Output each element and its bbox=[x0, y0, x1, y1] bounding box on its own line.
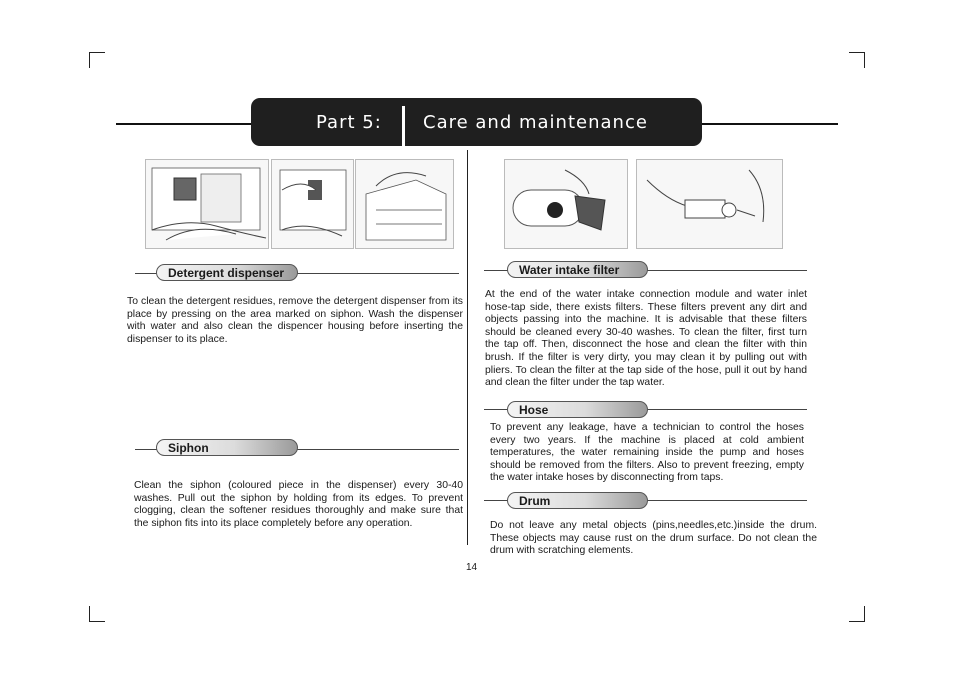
column-divider bbox=[467, 150, 468, 545]
illustration-dispenser-hand bbox=[145, 159, 269, 249]
section-heading-siphon: Siphon bbox=[156, 439, 298, 456]
crop-mark-bottom-right bbox=[849, 621, 865, 622]
crop-mark-bottom-left bbox=[89, 606, 90, 622]
siphon-text: Clean the siphon (coloured piece in the dispenser) every 30-40 washes. Pull out the siphon by holding from its edges. To prevent clogging, clean the softener residues thoroughly and make sure that the siphon fits into its place completely before any operation. bbox=[134, 480, 463, 529]
illustration-dispenser-remove bbox=[271, 159, 354, 249]
page-title: Care and maintenance bbox=[423, 112, 648, 133]
illustration-water-inlet-pliers bbox=[504, 159, 628, 249]
page-number: 14 bbox=[466, 562, 478, 573]
section-heading-drum: Drum bbox=[507, 492, 648, 509]
crop-mark-bottom-right bbox=[864, 606, 865, 622]
header-rule-left bbox=[116, 123, 252, 125]
header-separator bbox=[402, 106, 405, 146]
crop-mark-top-left bbox=[89, 52, 90, 68]
section-heading-detergent: Detergent dispenser bbox=[156, 264, 298, 281]
illustration-tap-filter bbox=[636, 159, 783, 249]
header-rule-right bbox=[701, 123, 838, 125]
crop-mark-bottom-left bbox=[89, 621, 105, 622]
section-heading-water-filter: Water intake filter bbox=[507, 261, 648, 278]
detergent-text: To clean the detergent residues, remove the detergent dispenser from its place by pressing on the area marked on siphon. Wash the dispenser with water and also clean the dispencer housing before inserting the dispenser to its place. bbox=[127, 296, 463, 345]
hose-text: To prevent any leakage, have a technician to control the hoses every two years. If the machine is placed at cold ambient temperatures, the water remaining inside the pump and hoses should be removed from the filters. Also to prevent freezing, empty the water intake hoses by disconnecting from taps. bbox=[490, 422, 804, 484]
drum-text: Do not leave any metal objects (pins,needles,etc.)inside the drum. These objects may cause rust on the drum surface. Do not clean the drum with scratching elements. bbox=[490, 520, 817, 557]
water-filter-text: At the end of the water intake connection module and water inlet hose-tap side, there exists filters. These filters prevent any dirt and objects passing into the machine. It is advisable that these filters should be cleaned every 30-40 washes. To clean the filter, first turn the tap off. Then, disconnect the hose and clean the filter with thin brush. If the filter is very dirty, you may clean it by pulling out with pliers. To clean the filter at the tap side of the hose, pull it out by hand and clean the filter under the tap water. bbox=[485, 289, 807, 389]
crop-mark-top-right bbox=[864, 52, 865, 68]
section-heading-hose: Hose bbox=[507, 401, 648, 418]
illustration-dispenser-wash bbox=[355, 159, 454, 249]
crop-mark-top-left bbox=[89, 52, 105, 53]
part-label: Part 5: bbox=[316, 112, 382, 133]
crop-mark-top-right bbox=[849, 52, 865, 53]
